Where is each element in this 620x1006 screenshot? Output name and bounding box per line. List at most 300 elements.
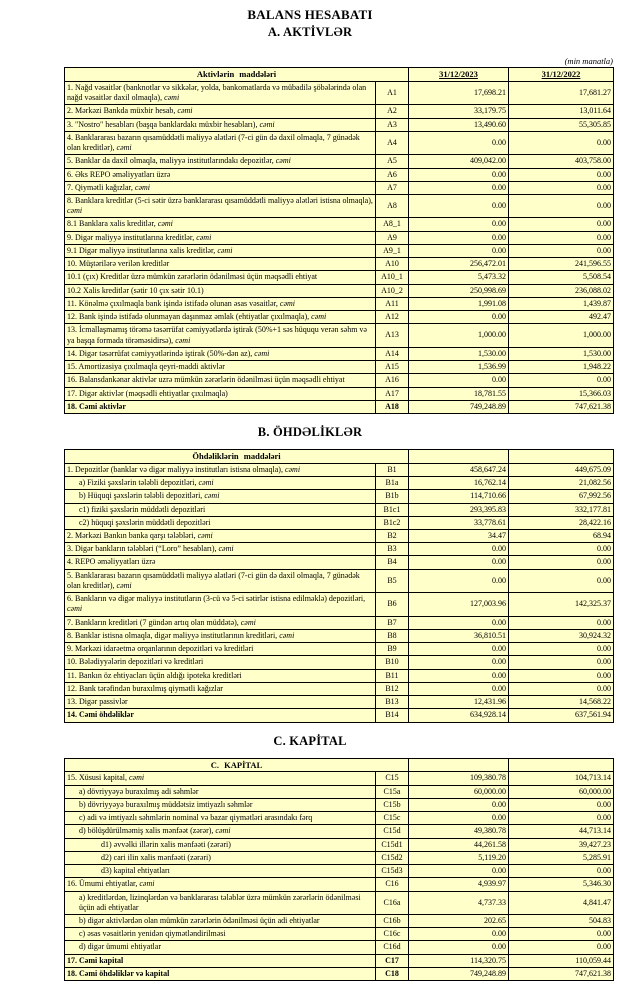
row-label-text: b) digər aktivlərdən olan mümkün zərərlərin ödənilməsi üçün adi ehtiyatlar — [79, 915, 320, 925]
row-label — [65, 311, 376, 324]
row-value-2023: 0.00 — [409, 669, 509, 682]
row-label-text: 9. Mərkəzi idarəetmə orqanlarının depozitləri və kreditləri — [67, 644, 254, 654]
row-label-italic-suffix: cəmi — [134, 182, 150, 192]
row-label — [65, 81, 376, 104]
row-value-2022: 30,924.32 — [509, 629, 614, 642]
table-row — [65, 967, 614, 980]
section-b-heading: B. ÖHDƏLİKLƏR — [257, 424, 363, 439]
table-row — [65, 218, 614, 231]
row-code: A17 — [376, 387, 409, 400]
row-value-2022: 0.00 — [509, 682, 614, 695]
row-value-2023: 0.00 — [409, 218, 509, 231]
row-value-2022: 110,059.44 — [509, 954, 614, 967]
row-label-text: 3. "Nostro" hesabları (başqa banklardakı müxbir hesabları), — [67, 119, 260, 129]
row-value-2023: 49,380.78 — [409, 825, 509, 838]
capital-header-empty-2022 — [509, 758, 614, 772]
row-label — [65, 785, 376, 798]
row-label-text: 7. Bankların kreditləri (7 gündən artıq olan müddətə), — [67, 617, 241, 627]
row-code: A1 — [376, 81, 409, 104]
row-label — [65, 155, 376, 168]
row-value-2022: 21,082.56 — [509, 477, 614, 490]
row-label-text: 8. Banklar istisna olmaqla, digər maliyyə institutlarının kreditləri, — [67, 630, 280, 640]
column-header-2023: 31/12/2023 — [409, 68, 509, 82]
assets-table-header-row — [65, 68, 614, 82]
row-value-2023: 60,000.00 — [409, 785, 509, 798]
currency-note: (min manatla) — [564, 56, 613, 66]
row-value-2022: 0.00 — [509, 569, 614, 592]
row-code: A8_1 — [376, 218, 409, 231]
row-code: C15d1 — [376, 838, 409, 851]
row-label-text: 2. Mərkəzi Bankda müxbir hesab, — [67, 106, 178, 116]
row-label-text: 7. Qiymətli kağızlar, — [67, 182, 135, 192]
row-label-text: d3) kapital ehtiyatları — [101, 866, 170, 876]
table-row — [65, 311, 614, 324]
row-code: B8 — [376, 629, 409, 642]
table-row — [65, 105, 614, 118]
table-row — [65, 400, 614, 413]
row-value-2023: 114,710.66 — [409, 490, 509, 503]
row-value-2023: 0.00 — [409, 928, 509, 941]
row-value-2022: 449,675.09 — [509, 463, 614, 476]
table-row — [65, 271, 614, 284]
row-value-2023: 44,261.58 — [409, 838, 509, 851]
row-label — [65, 105, 376, 118]
table-row — [65, 324, 614, 347]
row-label — [65, 865, 376, 878]
report-title: BALANS HESABATI — [247, 7, 373, 22]
row-label-text: c) adi və imtiyazlı səhmlərin nominal və bazar qiymətləri arasındakı fərq — [79, 813, 313, 823]
row-code: A16 — [376, 374, 409, 387]
row-value-2022: 5,285.91 — [509, 851, 614, 864]
row-code: B1a — [376, 477, 409, 490]
table-row — [65, 490, 614, 503]
row-label-text: 8.1 Banklara xalis kreditlər, — [67, 219, 158, 229]
row-label-text: 16. Balansdankənar aktivlər uzrə mümkün zərərlərin ödənilməsi üçün məqsədli ehtiyat — [67, 375, 345, 385]
row-code: C15c — [376, 812, 409, 825]
table-row — [65, 118, 614, 131]
row-label — [65, 812, 376, 825]
table-row — [65, 556, 614, 569]
row-value-2022: 1,530.00 — [509, 347, 614, 360]
row-code: B14 — [376, 709, 409, 722]
table-row — [65, 81, 614, 104]
row-label-text: 9.1 Digər maliyyə institutlarına xalis kreditlər, — [67, 245, 218, 255]
row-code: A9 — [376, 231, 409, 244]
table-row — [65, 181, 614, 194]
row-label-italic-suffix: cəmi — [67, 206, 83, 216]
liabilities-header-empty-2023 — [409, 449, 509, 463]
table-row — [65, 682, 614, 695]
row-label — [65, 297, 376, 310]
row-value-2023: 0.00 — [409, 168, 509, 181]
row-value-2023: 0.00 — [409, 181, 509, 194]
row-label-text: 5. Banklar da daxil olmaqla, maliyyə institutlarındakı depozitlər, — [67, 156, 276, 166]
row-label — [65, 772, 376, 785]
table-row — [65, 878, 614, 891]
row-label-italic-suffix: cəmi — [196, 232, 212, 242]
row-label — [65, 490, 376, 503]
row-label-text: 2. Mərkəzi Bankın banka qarşı tələbləri, — [67, 531, 198, 541]
row-label-italic-suffix: cəmi — [116, 143, 132, 153]
row-code: C15d2 — [376, 851, 409, 864]
row-value-2022: 104,713.14 — [509, 772, 614, 785]
row-code: B1c1 — [376, 503, 409, 516]
row-value-2023: 114,320.75 — [409, 954, 509, 967]
row-value-2023: 0.00 — [409, 311, 509, 324]
row-label-text: 4. Banklararası bazarın qısamüddətli maliyyə alətləri (7-ci gün də daxil olmaqla, 7 günədək olan kreditlər), — [67, 132, 360, 153]
row-label-text: 10.1 (çıx) Kreditlər üzrə mümkün zərərlərin ödənilməsi üçün məqsədli ehtiyat — [67, 272, 318, 282]
row-value-2023: 250,998.69 — [409, 284, 509, 297]
row-label-text: d) bölüşdürülməmiş xalis mənfəət (zərər), — [79, 826, 216, 836]
row-value-2022: 0.00 — [509, 928, 614, 941]
row-value-2022: 332,177.81 — [509, 503, 614, 516]
table-row — [65, 928, 614, 941]
row-label — [65, 374, 376, 387]
table-row — [65, 593, 614, 616]
row-code: C18 — [376, 967, 409, 980]
row-value-2022: 0.00 — [509, 181, 614, 194]
table-row — [65, 387, 614, 400]
table-row — [65, 569, 614, 592]
table-row — [65, 669, 614, 682]
row-label-text: 1. Depozitlər (banklar və digər maliyyə institutları istisna olmaqla), — [67, 464, 285, 474]
row-value-2023: 0.00 — [409, 569, 509, 592]
row-label-italic-suffix: cəmi — [275, 156, 291, 166]
row-value-2022: 67,992.56 — [509, 490, 614, 503]
row-value-2022: 1,948.22 — [509, 361, 614, 374]
row-code: B5 — [376, 569, 409, 592]
row-label-italic-suffix: cəmi — [164, 93, 180, 103]
row-value-2023: 749,248.89 — [409, 400, 509, 413]
row-label — [65, 851, 376, 864]
row-code: C15d — [376, 825, 409, 838]
row-label-text: 12. Bank tərəfindən buraxılmış qiymətli kağızlar — [67, 683, 223, 693]
row-label — [65, 629, 376, 642]
table-row — [65, 851, 614, 864]
row-value-2022: 637,561.94 — [509, 709, 614, 722]
row-value-2022: 0.00 — [509, 669, 614, 682]
row-value-2023: 0.00 — [409, 643, 509, 656]
section-a-heading: A. AKTİVLƏR — [267, 25, 353, 39]
row-label-text: b) Hüquqi şəxslərin tələbli depozitləri, — [79, 491, 205, 501]
row-code: B3 — [376, 543, 409, 556]
row-value-2023: 127,003.96 — [409, 593, 509, 616]
row-value-2023: 5,473.32 — [409, 271, 509, 284]
row-code: B13 — [376, 696, 409, 709]
row-value-2023: 0.00 — [409, 656, 509, 669]
row-value-2023: 458,647.24 — [409, 463, 509, 476]
row-value-2023: 33,778.61 — [409, 516, 509, 529]
row-value-2023: 0.00 — [409, 231, 509, 244]
row-label-text: 4. REPO əməliyyatları üzrə — [67, 557, 156, 567]
row-code: A9_1 — [376, 244, 409, 257]
row-label — [65, 682, 376, 695]
row-value-2023: 34.47 — [409, 530, 509, 543]
row-code: A5 — [376, 155, 409, 168]
row-label — [65, 271, 376, 284]
row-label — [65, 798, 376, 811]
row-label-text: c2) hüquqi şəxslərin müddətli depozitləri — [79, 517, 211, 527]
table-row — [65, 643, 614, 656]
row-value-2022: 68.94 — [509, 530, 614, 543]
row-label-text: 17. Digər aktivlər (məqsədli ehtiyatlar çıxılmaqla) — [67, 388, 228, 398]
row-value-2022: 14,568.22 — [509, 696, 614, 709]
row-value-2023: 1,000.00 — [409, 324, 509, 347]
row-label-text: a) dövriyyəyə buraxılmış adi səhmlər — [79, 786, 199, 796]
row-label-italic-suffix: cəmi — [129, 773, 145, 783]
table-row — [65, 361, 614, 374]
row-code: A2 — [376, 105, 409, 118]
row-value-2022: 142,325.37 — [509, 593, 614, 616]
table-row — [65, 155, 614, 168]
row-value-2022: 1,000.00 — [509, 324, 614, 347]
row-label-italic-suffix: cəmi — [311, 312, 327, 322]
table-row — [65, 244, 614, 257]
table-row — [65, 914, 614, 927]
row-label — [65, 569, 376, 592]
row-label — [65, 941, 376, 954]
table-row — [65, 954, 614, 967]
row-value-2022: 0.00 — [509, 194, 614, 217]
row-value-2022: 236,088.02 — [509, 284, 614, 297]
row-value-2022: 0.00 — [509, 616, 614, 629]
row-value-2023: 0.00 — [409, 812, 509, 825]
row-label-text: 16. Ümumi ehtiyatlar, — [67, 879, 140, 889]
row-value-2022: 0.00 — [509, 941, 614, 954]
liabilities-header-empty-2022 — [509, 449, 614, 463]
row-label-text: 12. Bank işində istifadə olunmayan daşınmaz əmlak (ehtiyatlar çıxılmaqla), — [67, 312, 312, 322]
row-value-2023: 634,928.14 — [409, 709, 509, 722]
row-code: A3 — [376, 118, 409, 131]
row-label-text: 10. Bələdiyyələrin depozitləri və kreditləri — [67, 657, 204, 667]
row-label — [65, 463, 376, 476]
row-code: B1b — [376, 490, 409, 503]
row-label — [65, 669, 376, 682]
row-code: A15 — [376, 361, 409, 374]
row-label-italic-suffix: cəmi — [177, 106, 193, 116]
row-value-2022: 0.00 — [509, 168, 614, 181]
row-label-italic-suffix: cəmi — [217, 245, 233, 255]
row-label-italic-suffix: cəmi — [279, 298, 295, 308]
row-label-text: 11. Könəlmə çıxılmaqla bank işində istifadə olunan əsas vəsaitlər, — [67, 298, 280, 308]
capital-header-label: C. KAPİTAL — [65, 758, 409, 772]
table-row — [65, 530, 614, 543]
row-label-text: c1) fiziki şəxslərin müddətli depozitləri — [79, 504, 206, 514]
row-label-text: 5. Banklararası bazarın qısamüddətli maliyyə alətləri (7-ci gün də daxil olmaqla, 7 günədək olan kreditlər), — [67, 570, 360, 590]
table-row — [65, 838, 614, 851]
row-code: C15a — [376, 785, 409, 798]
row-label — [65, 194, 376, 217]
table-row — [65, 503, 614, 516]
row-label-italic-suffix: cəmi — [197, 531, 213, 541]
row-code: A18 — [376, 400, 409, 413]
row-label-text: 10.2 Xalis kreditlər (sətir 10 çıx sətir 10.1) — [67, 285, 204, 295]
row-label — [65, 400, 376, 413]
row-code: A4 — [376, 131, 409, 154]
row-code: B6 — [376, 593, 409, 616]
row-value-2022: 39,427.23 — [509, 838, 614, 851]
row-value-2022: 403,758.00 — [509, 155, 614, 168]
row-label — [65, 825, 376, 838]
row-label — [65, 616, 376, 629]
row-code: B1 — [376, 463, 409, 476]
row-label-text: 6. Bankların və digər maliyyə institutların (3-cü və 5-ci sətirlər istisna edilməklə) depozitləri, — [67, 594, 366, 604]
row-label-italic-suffix: cəmi — [279, 630, 295, 640]
row-code: C16a — [376, 891, 409, 914]
row-label — [65, 387, 376, 400]
row-label — [65, 131, 376, 154]
row-value-2022: 241,596.55 — [509, 258, 614, 271]
row-code: C16d — [376, 941, 409, 954]
row-code: A10_1 — [376, 271, 409, 284]
row-code: A7 — [376, 181, 409, 194]
row-value-2022: 0.00 — [509, 543, 614, 556]
capital-header-empty-2023 — [409, 758, 509, 772]
table-row — [65, 516, 614, 529]
row-value-2023: 13,490.60 — [409, 118, 509, 131]
liabilities-header-label: Öhdəliklərin maddələri — [65, 449, 409, 463]
row-value-2022: 0.00 — [509, 865, 614, 878]
row-label — [65, 878, 376, 891]
row-label-italic-suffix: cəmi — [116, 580, 132, 590]
table-row — [65, 772, 614, 785]
row-label — [65, 347, 376, 360]
row-value-2022: 5,346.30 — [509, 878, 614, 891]
liabilities-table-header-row — [65, 449, 614, 463]
row-value-2022: 0.00 — [509, 374, 614, 387]
row-value-2023: 4,737.33 — [409, 891, 509, 914]
row-code: A10_2 — [376, 284, 409, 297]
row-label — [65, 643, 376, 656]
row-value-2023: 0.00 — [409, 244, 509, 257]
row-label-text: d) digər ümumi ehtiyatlar — [79, 942, 161, 952]
table-row — [65, 168, 614, 181]
row-value-2023: 18,781.55 — [409, 387, 509, 400]
table-row — [65, 231, 614, 244]
row-label — [65, 218, 376, 231]
row-value-2023: 5,119.20 — [409, 851, 509, 864]
table-row — [65, 656, 614, 669]
capital-table — [64, 758, 614, 982]
table-row — [65, 825, 614, 838]
row-value-2022: 747,621.38 — [509, 967, 614, 980]
row-value-2023: 409,042.00 — [409, 155, 509, 168]
row-value-2023: 36,810.51 — [409, 629, 509, 642]
row-label — [65, 503, 376, 516]
row-value-2022: 492.47 — [509, 311, 614, 324]
row-value-2022: 0.00 — [509, 244, 614, 257]
row-label — [65, 967, 376, 980]
row-code: A12 — [376, 311, 409, 324]
row-value-2023: 749,248.89 — [409, 967, 509, 980]
row-value-2022: 0.00 — [509, 556, 614, 569]
row-label — [65, 477, 376, 490]
row-label-italic-suffix: cəmi — [204, 491, 220, 501]
row-value-2023: 1,536.99 — [409, 361, 509, 374]
row-value-2022: 17,681.27 — [509, 81, 614, 104]
row-code: A6 — [376, 168, 409, 181]
row-label-italic-suffix: cəmi — [139, 879, 155, 889]
row-label-text: 14. Cəmi öhdəliklər — [67, 710, 134, 720]
row-code: B12 — [376, 682, 409, 695]
table-row — [65, 941, 614, 954]
row-value-2022: 0.00 — [509, 131, 614, 154]
row-label — [65, 656, 376, 669]
row-label — [65, 244, 376, 257]
row-label-text: 1. Nağd vəsaitlər (banknotlar və sikkələr, yolda, bankomatlarda və mübadilə şöbələrində olan nağd vəsaitlər daxil olmaqla), — [67, 82, 367, 103]
row-value-2022: 28,422.16 — [509, 516, 614, 529]
table-row — [65, 131, 614, 154]
table-row — [65, 543, 614, 556]
table-row — [65, 709, 614, 722]
row-label-text: 13. Digər passivlər — [67, 697, 128, 707]
row-code: B7 — [376, 616, 409, 629]
row-code: B9 — [376, 643, 409, 656]
row-label-text: c) əsas vəsaitlərin yenidən qiymətləndirilməsi — [79, 929, 226, 939]
row-label-text: a) Fiziki şəxslərin tələbli depozitləri, — [79, 478, 199, 488]
table-row — [65, 629, 614, 642]
row-label-text: 8. Banklara kreditlər (5-ci sətir üzrə banklararası qısamüddətli maliyyə alətləri istisna olmaqla), — [67, 195, 373, 205]
row-label-italic-suffix: cəmi — [240, 617, 256, 627]
row-code: B4 — [376, 556, 409, 569]
row-label-text: 15. Amortizasiya çıxılmaqla qeyri-maddi aktivlər — [67, 362, 225, 372]
row-label-italic-suffix: cəmi — [284, 464, 301, 474]
row-label — [65, 954, 376, 967]
row-value-2023: 16,762.14 — [409, 477, 509, 490]
row-label-text: 18. Cəmi öhdəliklər və kapital — [67, 968, 170, 978]
row-label-italic-suffix: cəmi — [67, 604, 83, 614]
row-label — [65, 168, 376, 181]
table-row — [65, 477, 614, 490]
row-code: C16b — [376, 914, 409, 927]
row-value-2023: 17,698.21 — [409, 81, 509, 104]
row-label-text: 14. Digər təsərrüfat cəmiyyətlərində iştirak (50%-dən az), — [67, 348, 255, 358]
row-value-2023: 256,472.01 — [409, 258, 509, 271]
row-label-text: 11. Bankın öz ehtiyacları üçün aldığı ipoteka kreditləri — [67, 670, 242, 680]
row-value-2022: 0.00 — [509, 812, 614, 825]
table-row — [65, 284, 614, 297]
table-row — [65, 865, 614, 878]
row-label-text: 13. İcmallaşmamış törəmə təsərrüfat cəmiyyətlərdə iştirak (50%+1 səs hüququ verən səhm və ya başqa formada törəməsidirsə), — [67, 325, 367, 345]
liabilities-table — [64, 449, 614, 723]
row-value-2022: 1,439.87 — [509, 297, 614, 310]
row-label-text: 9. Digər maliyyə institutlarına kreditlər, — [67, 232, 197, 242]
row-code: B10 — [376, 656, 409, 669]
row-value-2022: 44,713.14 — [509, 825, 614, 838]
row-value-2023: 109,380.78 — [409, 772, 509, 785]
row-label-text: 10. Müştərilərə verilən kreditlər — [67, 259, 170, 269]
row-label-italic-suffix: cəmi — [198, 478, 214, 488]
table-row — [65, 798, 614, 811]
table-row — [65, 812, 614, 825]
row-label-text: 3. Digər bankların tələbləri (“Loro” hesabları), — [67, 544, 219, 554]
row-label — [65, 709, 376, 722]
row-value-2023: 0.00 — [409, 194, 509, 217]
row-label — [65, 258, 376, 271]
row-label-italic-suffix: cəmi — [254, 348, 270, 358]
row-label — [65, 284, 376, 297]
row-label-italic-suffix: cəmi — [157, 219, 173, 229]
table-row — [65, 258, 614, 271]
row-label — [65, 838, 376, 851]
row-value-2022: 60,000.00 — [509, 785, 614, 798]
row-value-2023: 0.00 — [409, 865, 509, 878]
table-row — [65, 696, 614, 709]
row-value-2022: 504.83 — [509, 914, 614, 927]
row-value-2023: 0.00 — [409, 374, 509, 387]
row-label — [65, 231, 376, 244]
row-value-2023: 0.00 — [409, 616, 509, 629]
